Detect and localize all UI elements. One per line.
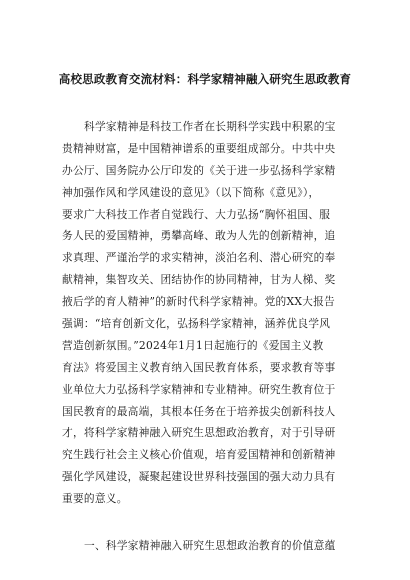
paragraph-line: 办公厅、国务院办公厅印发的《关于进一步弘扬科学家精 (62, 163, 336, 177)
paragraph-line: 贵精神财富，是中国精神谱系的重要组成部分。中共中央 (62, 141, 336, 155)
paragraph-line: 要求广大科技工作者自觉践行、大力弘扬“胸怀祖国、服 (62, 207, 331, 221)
paragraph-line: 育法》将爱国主义教育纳入国民教育体系，要求教育等事 (62, 360, 336, 374)
paragraph-line: 求真理、严谨治学的求实精神，淡泊名利、潜心研究的奉 (62, 251, 336, 265)
paragraph-line: 重要的意义。 (62, 492, 128, 506)
paragraph-line: 掖后学的育人精神”的新时代科学家精神。党的XX大报告 (62, 295, 335, 309)
paragraph-line: 才，将科学家精神融入研究生思想政治教育，对于引导研 (62, 426, 336, 440)
body-paragraph (62, 116, 352, 510)
paragraph-line: 营造创新氛围。”2024年1月1日起施行的《爱国主义教 (62, 338, 324, 352)
paragraph-line: 国民教育的最高端，其根本任务在于培养拔尖创新科技人 (62, 404, 336, 418)
paragraph-line: 强调：“培育创新文化，弘扬科学家精神，涵养优良学风 (62, 317, 331, 331)
document-title: 高校思政教育交流材料：科学家精神融入研究生思政教育 (58, 72, 352, 86)
paragraph-line: 业单位大力弘扬科学家精神和专业精神。研究生教育位于 (62, 382, 336, 396)
paragraph-line: 献精神，集智攻关、团结协作的协同精神，甘为人梯、奖 (62, 273, 336, 287)
section-heading: 一、科学家精神融入研究生思想政治教育的价值意蕴 (84, 539, 336, 552)
paragraph-line: 科学家精神是科技工作者在长期科学实践中积累的宝 (84, 120, 336, 133)
paragraph-line: 务人民的爱国精神，勇攀高峰、敢为人先的创新精神，追 (62, 229, 336, 243)
paragraph-line: 强化学风建设，凝聚起建设世界科技强国的强大动力具有 (62, 470, 336, 484)
paragraph-line: 神加强作风和学风建设的意见》（以下简称《意见》）， (62, 185, 320, 199)
paragraph-line: 究生践行社会主义核心价值观，培育爱国精神和创新精神 (62, 448, 336, 462)
